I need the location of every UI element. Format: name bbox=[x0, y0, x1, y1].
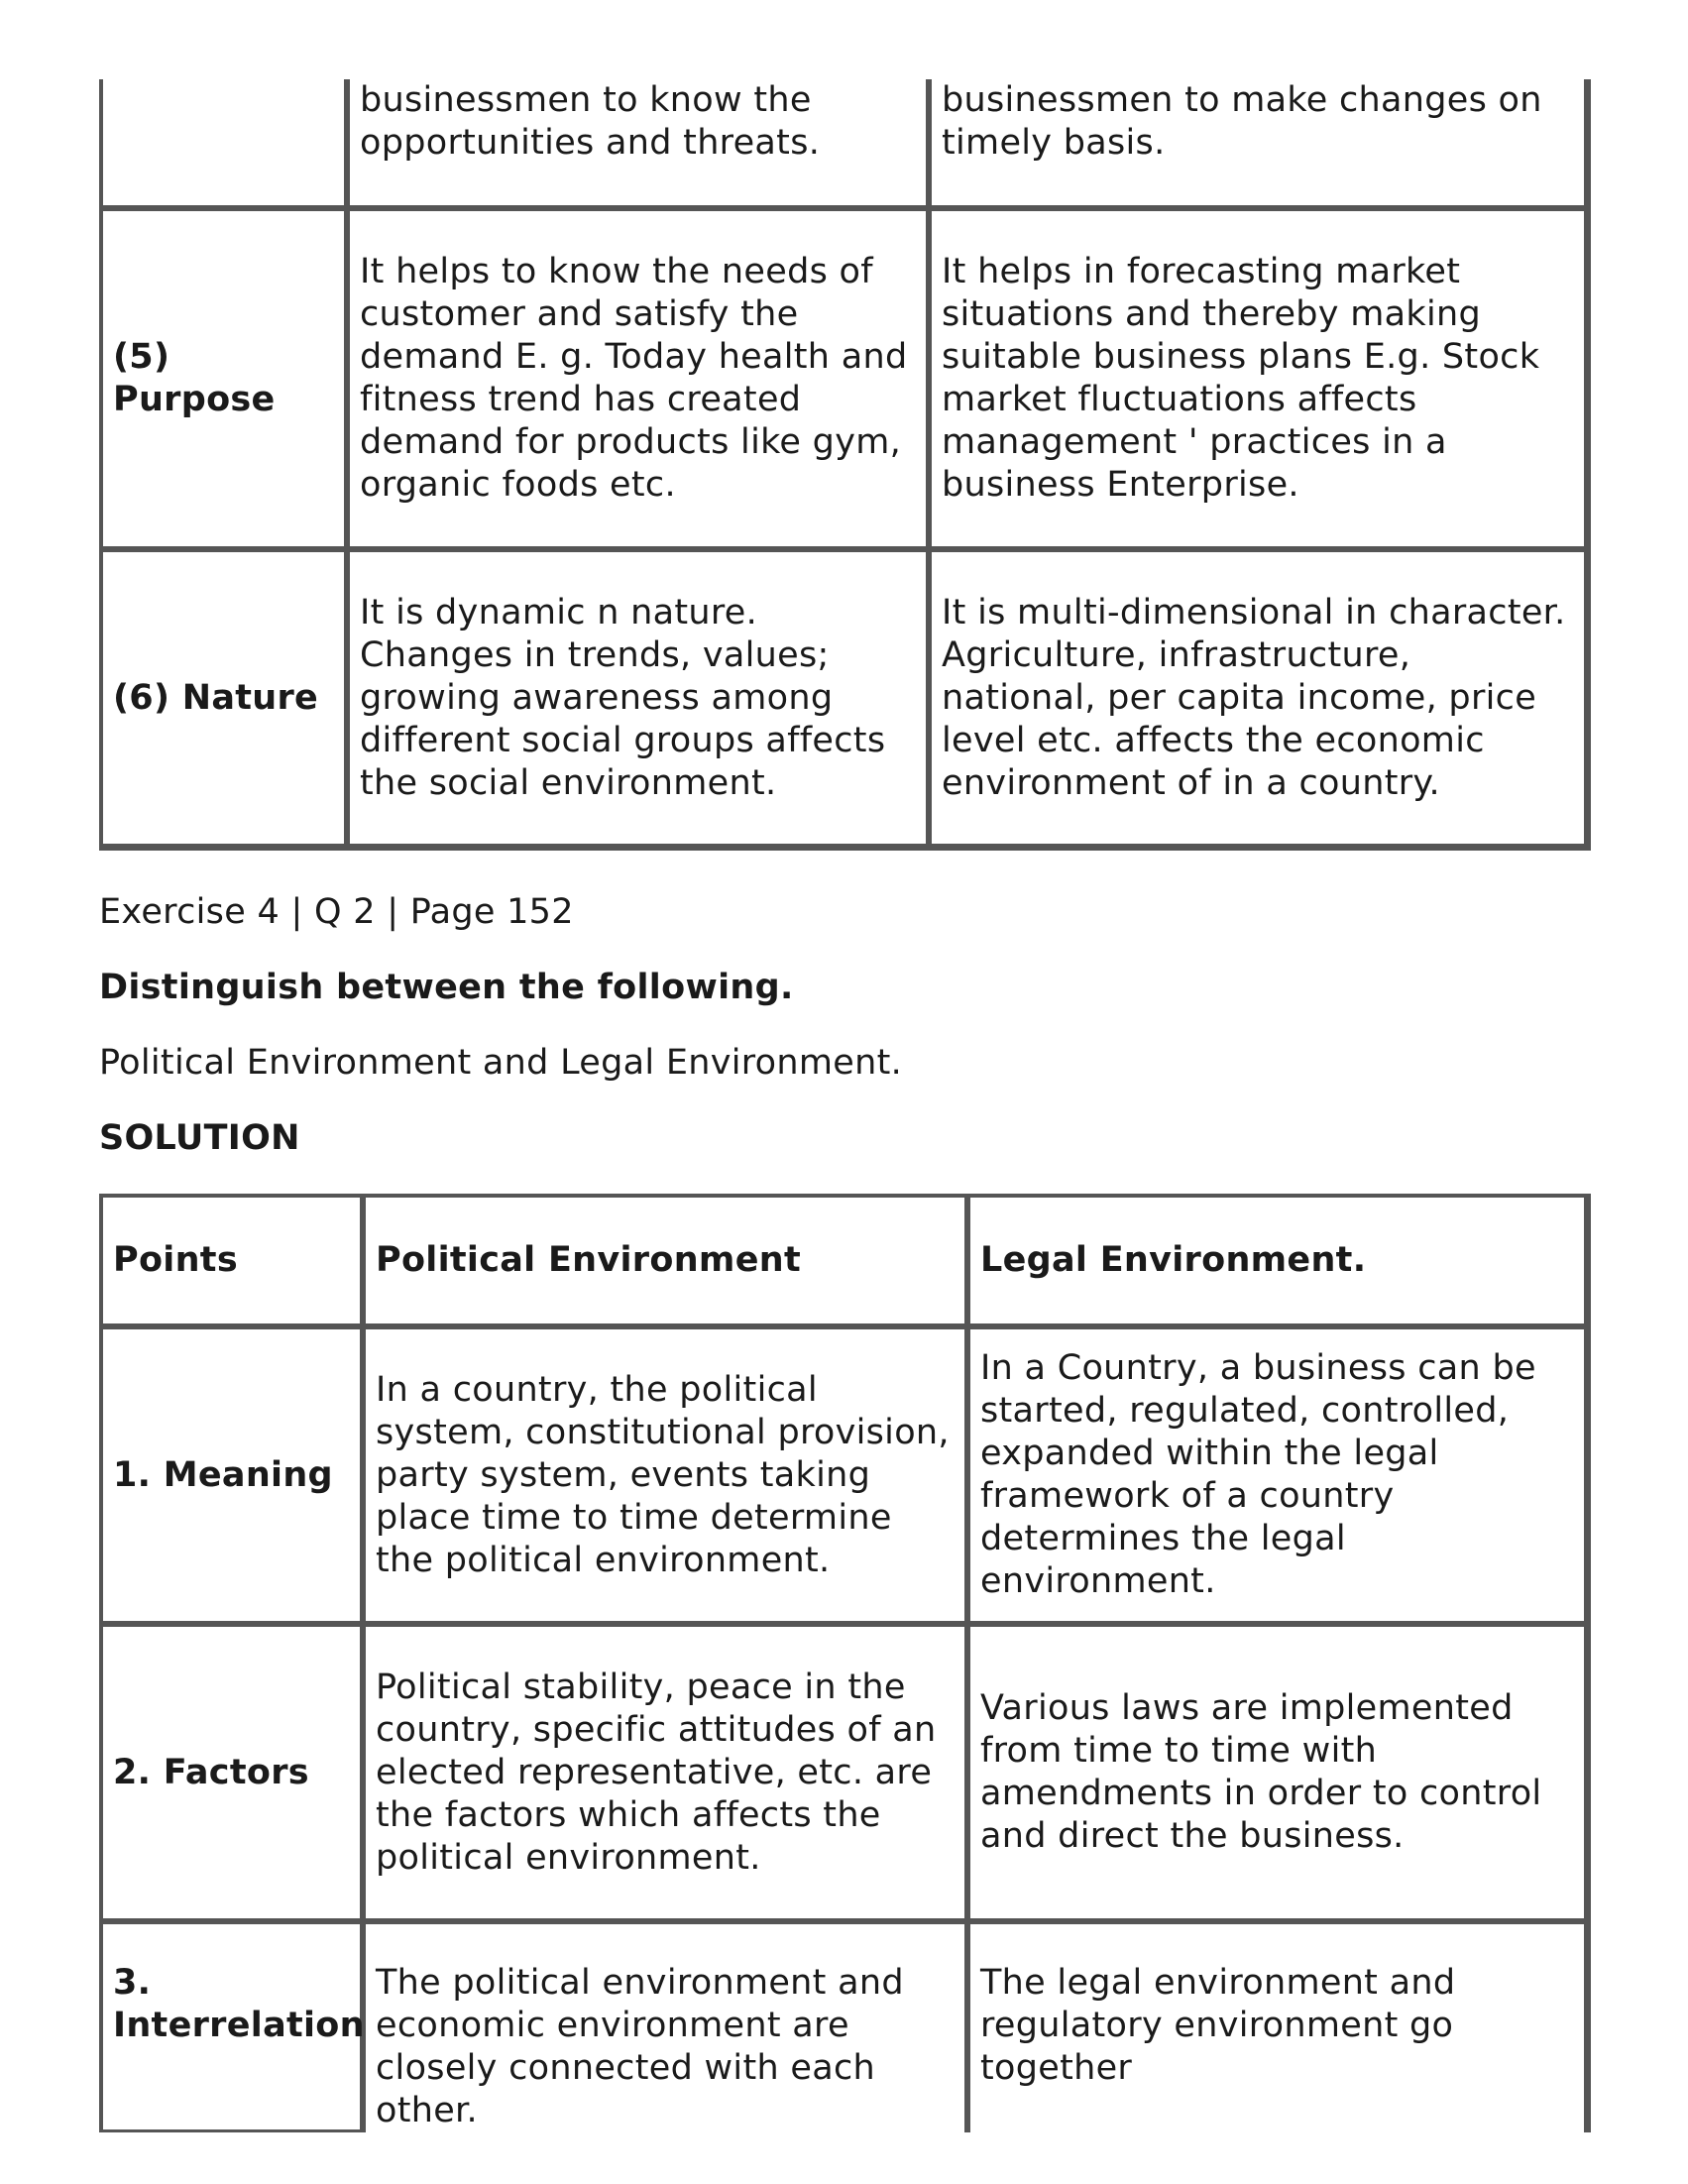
row-label: (5) Purpose bbox=[103, 208, 347, 549]
table-cell: Various laws are implemented from time to time with amendments in order to control and direct the business. bbox=[967, 1624, 1587, 1921]
table-header-row bbox=[103, 1198, 1587, 1326]
row-label bbox=[103, 79, 347, 208]
table-cell: The legal environment and regulatory environment go together bbox=[967, 1921, 1587, 2132]
row-label: 2. Factors bbox=[103, 1624, 363, 1921]
table-cell: In a Country, a business can be started, regulated, controlled, expanded within the legal framework of a country determines the legal environment. bbox=[967, 1326, 1587, 1624]
table-cell: The political environment and economic environment are closely connected with each other. bbox=[363, 1921, 967, 2132]
comparison-table-solution bbox=[99, 1194, 1591, 2132]
row-label: (6) Nature bbox=[103, 549, 347, 847]
table-cell: It is dynamic n nature. Changes in trends, values; growing awareness among different social groups affects the social environment. bbox=[347, 549, 929, 847]
table-cell: Political stability, peace in the country, specific attitudes of an elected representative, etc. are the factors which affects the political environment. bbox=[363, 1624, 967, 1921]
table-row bbox=[103, 1921, 1587, 2132]
table-row bbox=[103, 208, 1587, 549]
table-row bbox=[103, 79, 1587, 208]
header-legal-environment: Legal Environment. bbox=[967, 1198, 1587, 1326]
table-cell: It is multi-dimensional in character. Agriculture, infrastructure, national, per capita income, price level etc. affects the economic environment of in a country. bbox=[929, 549, 1587, 847]
table-row bbox=[103, 549, 1587, 847]
table-cell: It helps to know the needs of customer and satisfy the demand E. g. Today health and fitness trend has created demand for products like gym, organic foods etc. bbox=[347, 208, 929, 549]
table-row bbox=[103, 1624, 1587, 1921]
table-cell: It helps in forecasting market situations and thereby making suitable business plans E.g. Stock market fluctuations affects management ' practices in a business Enterprise. bbox=[929, 208, 1587, 549]
table-cell: businessmen to know the opportunities and threats. bbox=[347, 79, 929, 208]
header-points: Points bbox=[103, 1198, 363, 1326]
exercise-reference: Exercise 4 | Q 2 | Page 152 bbox=[99, 892, 574, 932]
row-label: 1. Meaning bbox=[103, 1326, 363, 1624]
table-cell: businessmen to make changes on timely basis. bbox=[929, 79, 1587, 208]
row-label: 3. Interrelation bbox=[103, 1921, 363, 2132]
header-political-environment: Political Environment bbox=[363, 1198, 967, 1326]
comparison-table-continued bbox=[99, 79, 1591, 851]
solution-heading: SOLUTION bbox=[99, 1118, 300, 1158]
question-heading: Distinguish between the following. bbox=[99, 968, 794, 1007]
table-row bbox=[103, 1326, 1587, 1624]
table-cell: In a country, the political system, constitutional provision, party system, events taking place time to time determine the political environment. bbox=[363, 1326, 967, 1624]
question-text: Political Environment and Legal Environment. bbox=[99, 1043, 903, 1083]
